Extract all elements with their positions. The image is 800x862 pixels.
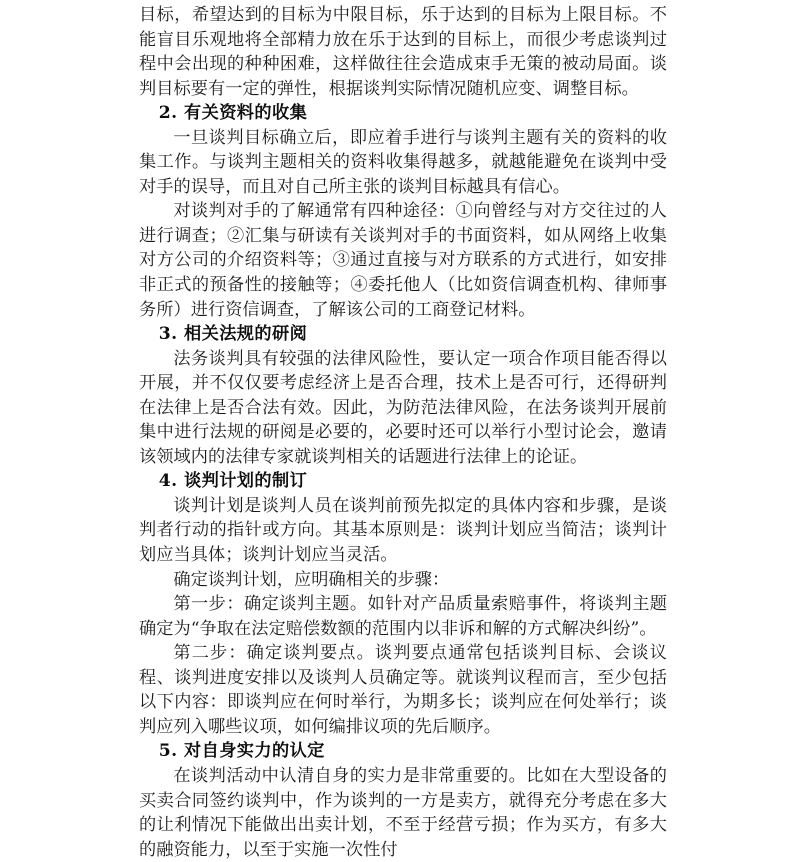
paragraph: 对谈判对手的了解通常有四种途径：①向曾经与对方交往过的人进行调查；②汇集与研读有关谈判对手的书面资料，如从网络上收集对方公司的介绍资料等；③通过直接与对方联系的方式进行，如安排非正式的预备性的接触等；④委托他人（比如资信调查机构、律师事务所）进行资信调查，了解该公司的工商登记材料。 <box>139 201 667 320</box>
paragraph: 第一步：确定谈判主题。如针对产品质量索赔事件，将谈判主题确定为“争取在法定赔偿数额的范围内以非诉和解的方式解决纠纷”。 <box>139 594 667 639</box>
paragraph: 确定谈判计划，应明确相关的步骤： <box>173 569 450 590</box>
paragraph: 一旦谈判目标确立后，即应着手进行与谈判主题有关的资料的收集工作。与谈判主题相关的资料收集得越多，就越能避免在谈判中受对手的误导，而且对自己所主张的谈判目标越具有信心。 <box>139 127 667 197</box>
section-heading <box>139 101 667 126</box>
section-number: 2. <box>158 103 178 124</box>
section-number: 3. <box>158 324 178 345</box>
section-title: 相关法规的研阅 <box>184 324 308 345</box>
section-number: 5. <box>158 741 178 762</box>
paragraph: 在谈判活动中认清自身的实力是非常重要的。比如在大型设备的买卖合同签约谈判中，作为谈判的一方是卖方，就得充分考虑在多大的让利情况下能做出出卖计划，不至于经营亏损；作为买方，有多大的融资能力，以至于实施一次性付 <box>139 765 667 860</box>
section-title: 谈判计划的制订 <box>184 471 308 492</box>
section-heading <box>139 739 667 764</box>
section-heading <box>139 322 667 347</box>
section-heading <box>139 469 667 494</box>
section-title: 对自身实力的认定 <box>184 741 325 762</box>
text-column <box>139 3 667 862</box>
paragraph: 法务谈判具有较强的法律风险性，要认定一项合作项目能否得以开展，并不仅仅要考虑经济上是否合理，技术上是否可行，还得研判在法律上是否合法有效。因此，为防范法律风险，在法务谈判开展前集中进行法规的研阅是必要的，必要时还可以举行小型讨论会，邀请该领域内的法律专家就谈判相关的话题进行法律上的论证。 <box>139 348 667 467</box>
section-title: 有关资料的收集 <box>184 103 308 124</box>
paragraph: 目标，希望达到的目标为中限目标，乐于达到的目标为上限目标。不能盲目乐观地将全部精力放在乐于达到的目标上，而很少考虑谈判过程中会出现的种种困难，这样做往往会造成束手无策的被动局面。谈判目标要有一定的弹性，根据谈判实际情况随机应变、调整目标。 <box>139 5 667 99</box>
section-number: 4. <box>158 471 178 492</box>
paragraph: 谈判计划是谈判人员在谈判前预先拟定的具体内容和步骤，是谈判者行动的指针或方向。其基本原则是：谈判计划应当简洁；谈判计划应当具体；谈判计划应当灵活。 <box>139 495 667 566</box>
paragraph: 第二步：确定谈判要点。谈判要点通常包括谈判目标、会谈议程、谈判进度安排以及谈判人员确定等。就谈判议程而言，至少包括以下内容：即谈判应在何时举行，为期多长；谈判应在何处举行；谈判应列入哪些议项，如何编排议项的先后顺序。 <box>139 643 667 737</box>
